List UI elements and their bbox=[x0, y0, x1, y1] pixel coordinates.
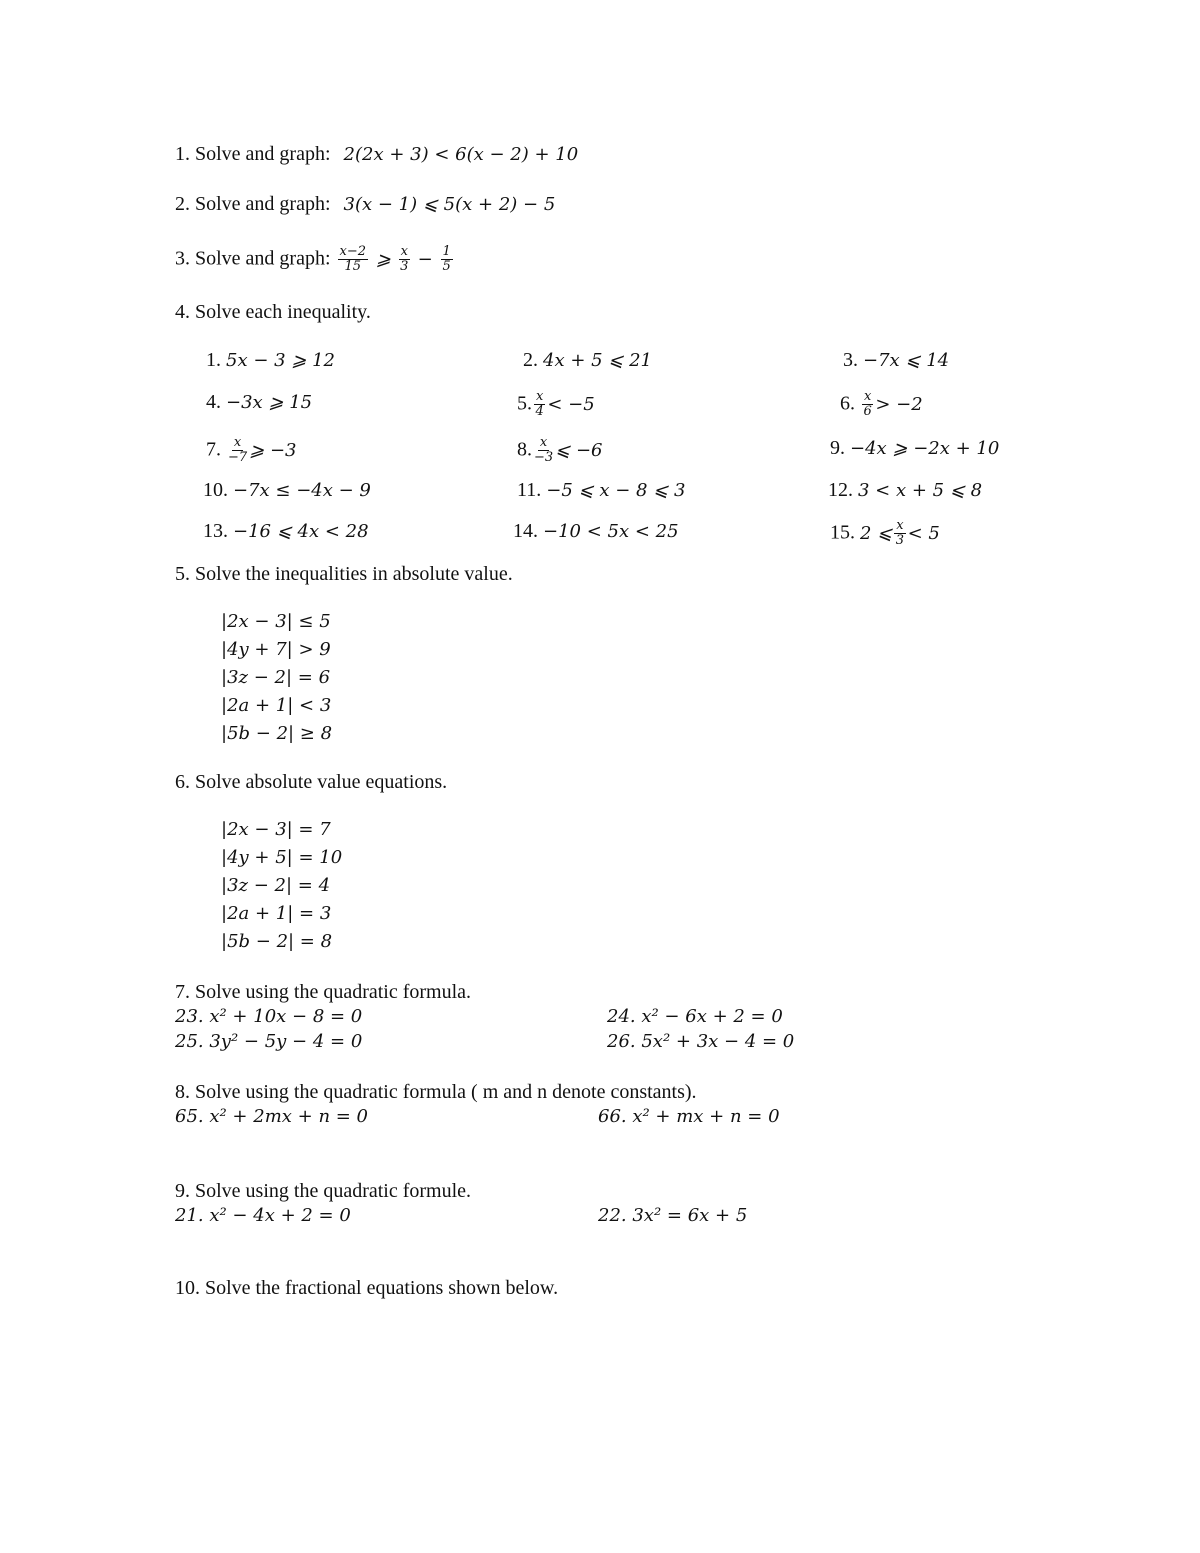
problem-2-expression: 3(x − 1) ⩽ 5(x + 2) − 5 bbox=[343, 194, 556, 215]
quadratic-item-25: 25. 3y² − 5y − 4 = 0 bbox=[175, 1031, 363, 1052]
quadratic-item-66: 66. x² + mx + n = 0 bbox=[598, 1106, 780, 1127]
item-expression: −7x ⩽ 14 bbox=[863, 350, 950, 371]
abs-equation-2: |4y + 5| = 10 bbox=[221, 847, 343, 868]
inequality-item-14 bbox=[513, 519, 679, 544]
inequality-item-12 bbox=[828, 478, 982, 503]
item-expression: −10 < 5x < 25 bbox=[543, 521, 679, 542]
abs-inequality-5: |5b − 2| ≥ 8 bbox=[221, 723, 333, 744]
item-number: 14. bbox=[513, 520, 538, 542]
fraction-numerator: x bbox=[400, 244, 408, 259]
problem-3-expression bbox=[336, 244, 455, 274]
abs-inequality-3: |3z − 2| = 6 bbox=[221, 667, 331, 688]
inequality-item-2 bbox=[523, 348, 652, 373]
problem-10-label: 10. Solve the fractional equations shown below. bbox=[175, 1277, 559, 1299]
fraction bbox=[338, 245, 369, 274]
fraction-denominator: 3 bbox=[895, 533, 905, 548]
item-expression: −16 ⩽ 4x < 28 bbox=[233, 521, 369, 542]
item-number: 15. bbox=[830, 521, 855, 544]
item-expression: 3 < x + 5 ⩽ 8 bbox=[858, 480, 983, 501]
inequality-item-5 bbox=[517, 390, 595, 419]
item-number: 13. bbox=[203, 520, 228, 542]
fraction-numerator: 1 bbox=[442, 244, 451, 259]
fraction bbox=[894, 519, 905, 548]
item-expression: < −5 bbox=[547, 393, 595, 415]
fraction bbox=[534, 390, 545, 419]
fraction-denominator: 5 bbox=[442, 259, 451, 274]
fraction-denominator: 6 bbox=[863, 404, 872, 419]
fraction-denominator: 4 bbox=[535, 404, 544, 419]
fraction-denominator: −3 bbox=[534, 450, 554, 465]
fraction-numerator: x bbox=[539, 435, 548, 450]
fraction bbox=[441, 245, 453, 274]
item-expression: −7x ≤ −4x − 9 bbox=[233, 480, 371, 501]
fraction bbox=[228, 436, 247, 465]
quadratic-item-21: 21. x² − 4x + 2 = 0 bbox=[175, 1205, 351, 1226]
problem-8-label: 8. Solve using the quadratic formula ( m and n denote constants). bbox=[175, 1081, 697, 1103]
item-number: 1. bbox=[206, 349, 221, 371]
item-expression: > −2 bbox=[875, 393, 923, 415]
abs-equation-4: |2a + 1| = 3 bbox=[221, 903, 332, 924]
abs-inequality-4: |2a + 1| < 3 bbox=[221, 695, 332, 716]
item-expression: 4x + 5 ⩽ 21 bbox=[543, 350, 653, 371]
problem-2-label: 2. Solve and graph: bbox=[175, 193, 331, 215]
item-expression: ⩾ −3 bbox=[249, 439, 297, 461]
fraction-denominator: 15 bbox=[344, 259, 362, 274]
fraction-numerator: x bbox=[896, 518, 904, 533]
item-number: 11. bbox=[517, 479, 542, 501]
quadratic-item-22: 22. 3x² = 6x + 5 bbox=[598, 1205, 748, 1226]
inequality-item-13 bbox=[203, 519, 369, 544]
item-expression: −3x ⩾ 15 bbox=[226, 392, 313, 413]
problem-1-label: 1. Solve and graph: bbox=[175, 143, 331, 165]
item-number: 9. bbox=[830, 437, 845, 459]
minus-sign: − bbox=[417, 248, 433, 270]
quadratic-item-26: 26. 5x² + 3x − 4 = 0 bbox=[607, 1031, 795, 1052]
item-number: 4. bbox=[206, 391, 221, 413]
abs-inequality-1: |2x − 3| ≤ 5 bbox=[221, 611, 331, 632]
item-expression: −5 ⩽ x − 8 ⩽ 3 bbox=[546, 480, 686, 501]
inequality-item-9 bbox=[830, 436, 999, 461]
problem-6-label: 6. Solve absolute value equations. bbox=[175, 771, 448, 793]
item-number: 7. bbox=[206, 438, 221, 461]
inequality-item-7 bbox=[206, 436, 297, 465]
abs-equation-1: |2x − 3| = 7 bbox=[221, 819, 331, 840]
quadratic-item-65: 65. x² + 2mx + n = 0 bbox=[175, 1106, 369, 1127]
fraction-numerator: x−2 bbox=[339, 244, 367, 259]
inequality-item-1 bbox=[206, 348, 335, 373]
problem-7-label: 7. Solve using the quadratic formula. bbox=[175, 981, 472, 1003]
abs-equation-3: |3z − 2| = 4 bbox=[221, 875, 331, 896]
fraction-numerator: x bbox=[864, 389, 872, 404]
quadratic-item-24: 24. x² − 6x + 2 = 0 bbox=[607, 1006, 783, 1027]
fraction-denominator: 3 bbox=[400, 259, 409, 274]
problem-3-label: 3. Solve and graph: bbox=[175, 247, 331, 270]
fraction-denominator: −7 bbox=[228, 450, 248, 465]
item-number: 12. bbox=[828, 479, 853, 501]
item-number: 2. bbox=[523, 349, 538, 371]
inequality-item-8 bbox=[517, 436, 603, 465]
fraction-numerator: x bbox=[233, 435, 242, 450]
problem-9-label: 9. Solve using the quadratic formule. bbox=[175, 1180, 472, 1202]
fraction bbox=[862, 390, 873, 419]
abs-equation-5: |5b − 2| = 8 bbox=[221, 931, 333, 952]
item-number: 5. bbox=[517, 392, 532, 415]
item-number: 10. bbox=[203, 479, 228, 501]
problem-1-expression: 2(2x + 3) < 6(x − 2) + 10 bbox=[343, 144, 579, 165]
problem-5-label: 5. Solve the inequalities in absolute value. bbox=[175, 563, 513, 585]
item-expression: < 5 bbox=[907, 522, 940, 544]
item-expression: 2 ⩽ bbox=[860, 522, 893, 544]
inequality-item-11 bbox=[517, 478, 685, 503]
fraction-numerator: x bbox=[536, 389, 544, 404]
item-number: 8. bbox=[517, 438, 532, 461]
fraction bbox=[399, 245, 410, 274]
inequality-item-4 bbox=[206, 390, 312, 415]
inequality-item-10 bbox=[203, 478, 371, 503]
inequality-item-6 bbox=[840, 390, 923, 419]
problem-1 bbox=[175, 142, 578, 167]
inequality-item-15 bbox=[830, 519, 940, 548]
quadratic-item-23: 23. x² + 10x − 8 = 0 bbox=[175, 1006, 363, 1027]
item-expression: 5x − 3 ⩾ 12 bbox=[226, 350, 336, 371]
inequality-sign: ⩾ bbox=[375, 248, 391, 270]
problem-4-label: 4. Solve each inequality. bbox=[175, 301, 371, 323]
abs-inequality-2: |4y + 7| > 9 bbox=[221, 639, 331, 660]
item-number: 3. bbox=[843, 349, 858, 371]
item-expression: −4x ⩾ −2x + 10 bbox=[850, 438, 1000, 459]
fraction bbox=[534, 436, 553, 465]
item-number: 6. bbox=[840, 392, 855, 415]
problem-3 bbox=[175, 245, 455, 274]
problem-2 bbox=[175, 192, 555, 217]
inequality-item-3 bbox=[843, 348, 949, 373]
item-expression: ⩽ −6 bbox=[555, 439, 603, 461]
